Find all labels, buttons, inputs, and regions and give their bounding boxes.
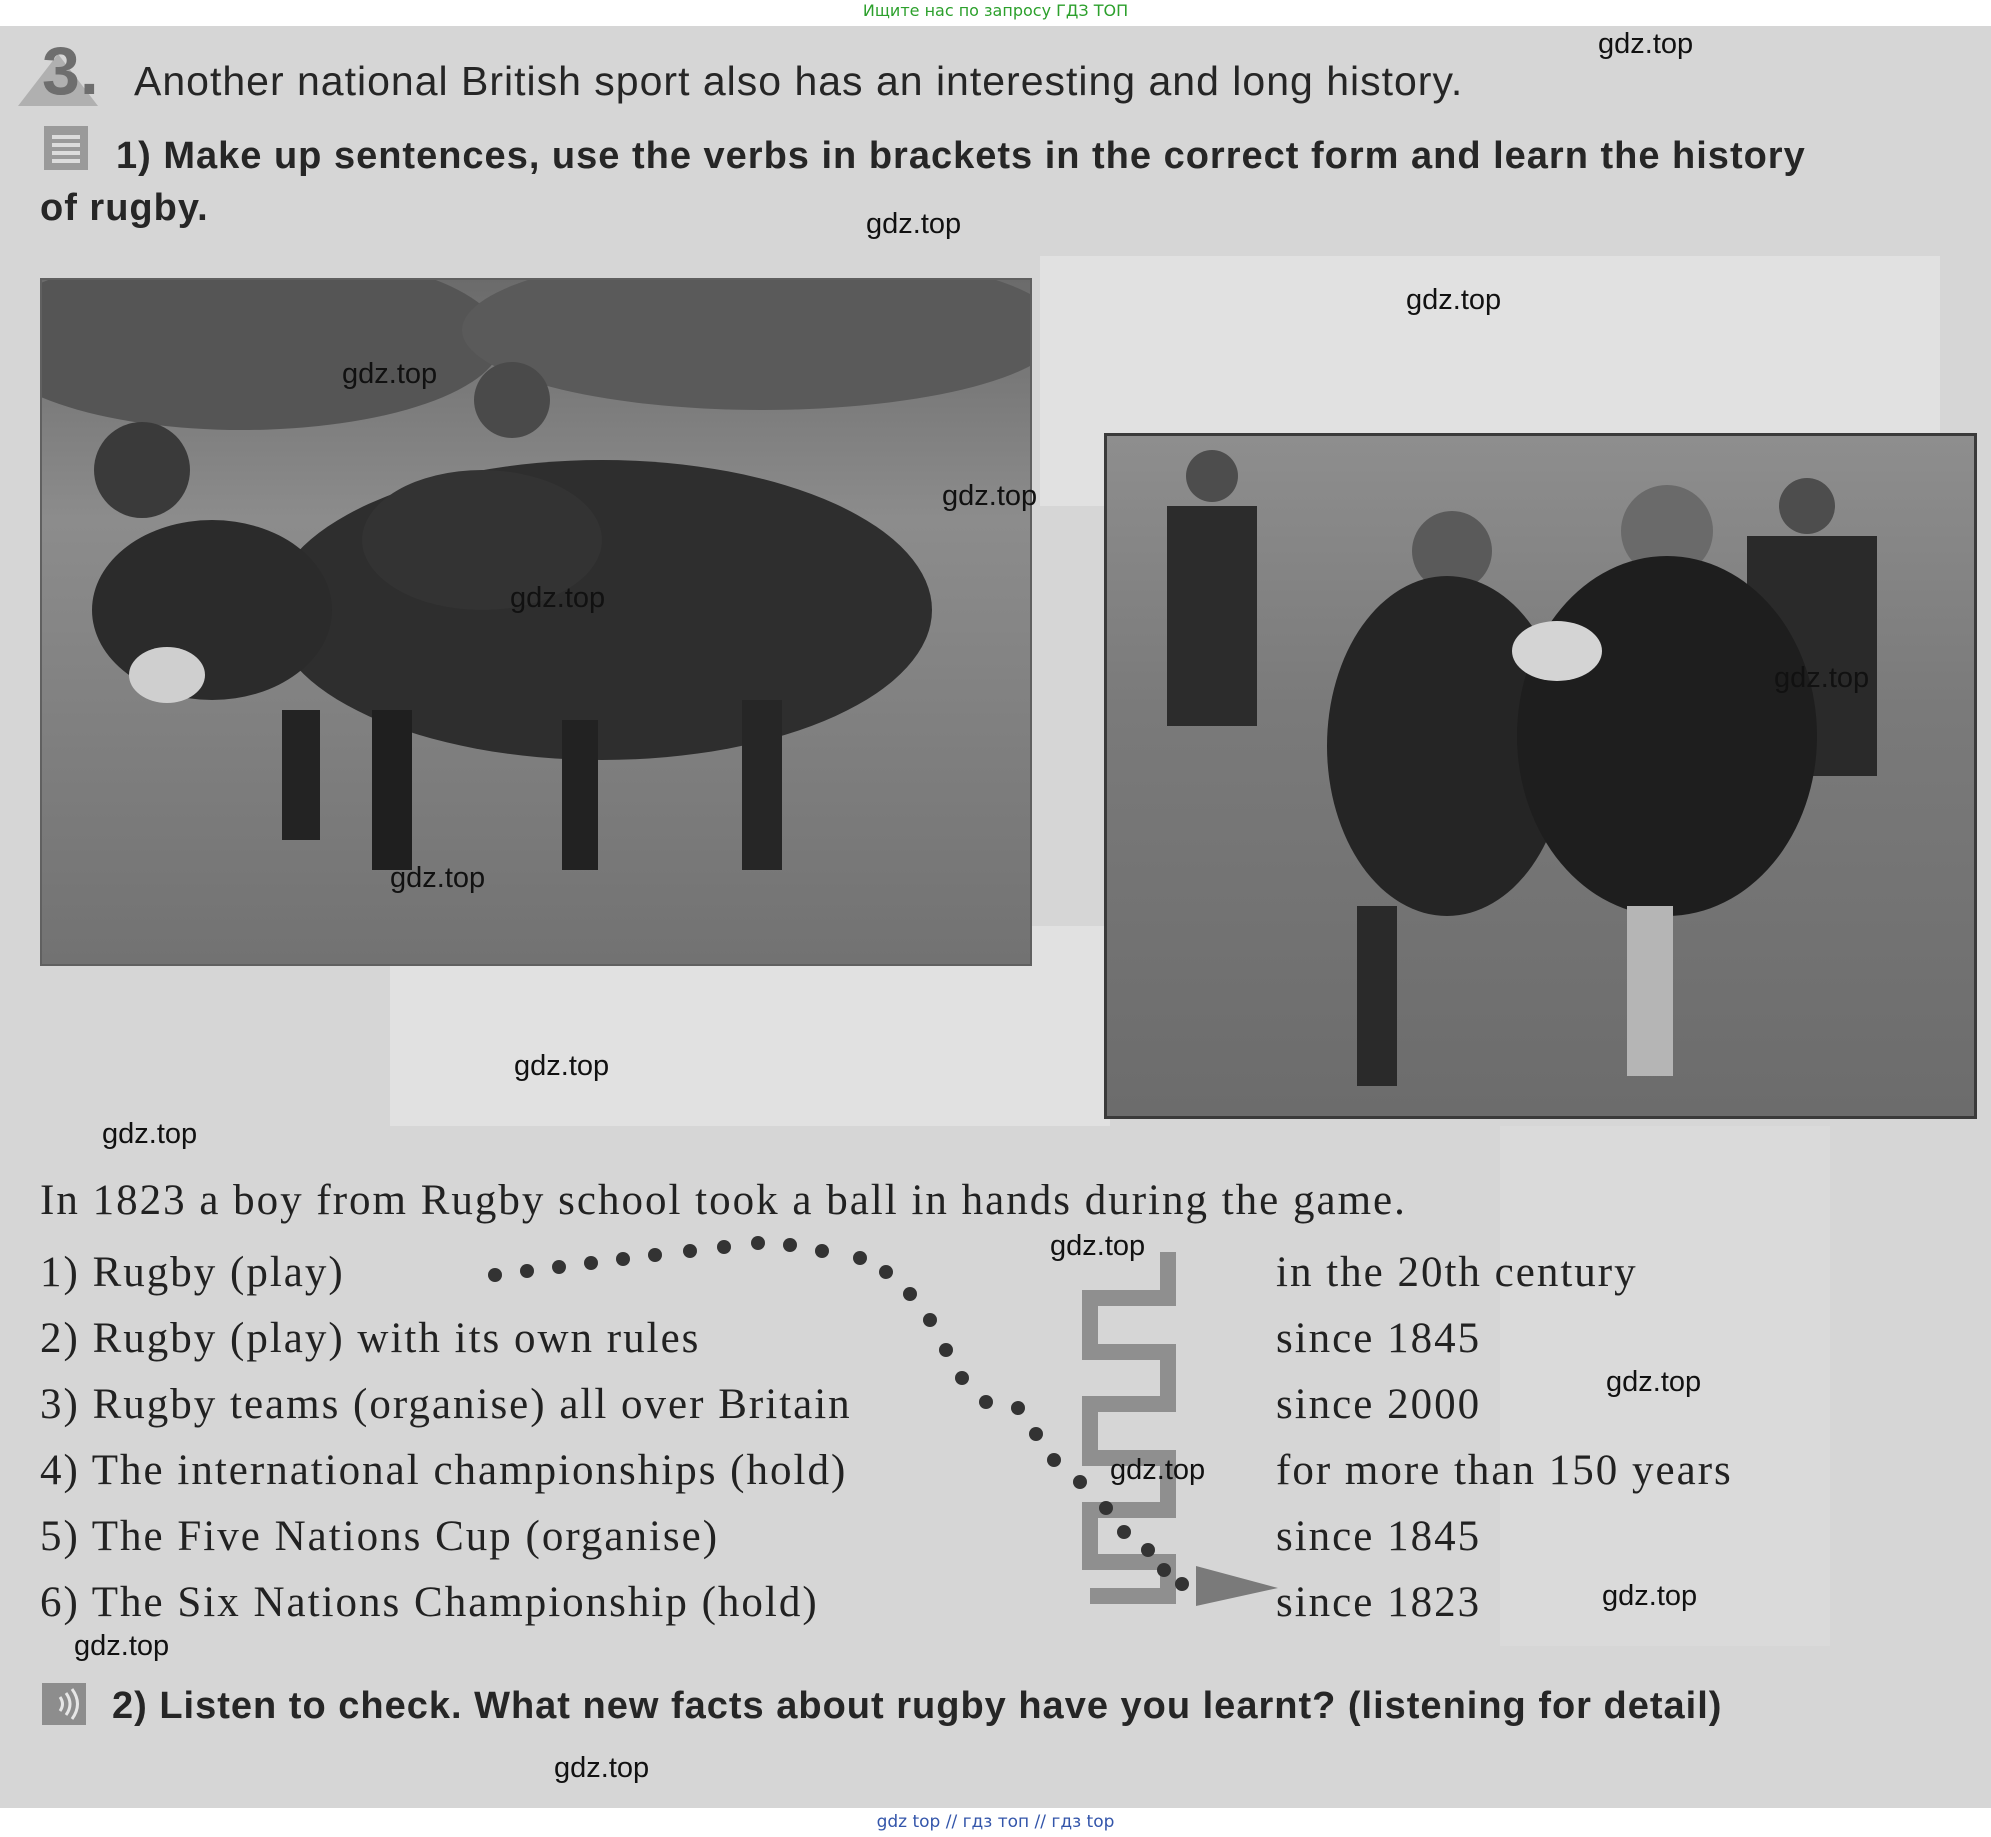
time-expression: since 2000 [1276,1381,1482,1428]
watermark: gdz.top [1606,1366,1702,1398]
watermark: gdz.top [1406,284,1502,316]
time-expression: since 1845 [1276,1513,1482,1560]
bottom-banner[interactable]: gdz top // гдз топ // гдз top [0,1808,1991,1837]
watermark: gdz.top [554,1752,650,1784]
watermark: gdz.top [1774,662,1870,694]
exercise-number-text: 3. [42,33,99,109]
zigzag-icon [1090,1252,1168,1596]
watermark: gdz.top [510,582,606,614]
watermark: gdz.top [390,862,486,894]
watermark: gdz.top [866,208,962,240]
watermark: gdz.top [514,1050,610,1082]
time-expression: since 1845 [1276,1315,1482,1362]
exercise-intro: Another national British sport also has an interesting and long history. [134,58,1464,104]
time-expression: for more than 150 years [1276,1447,1733,1494]
task-2-instruction: 2) Listen to check. What new facts about rugby have you learnt? (listening for detail) [112,1685,1723,1727]
task-1-instruction: 1) Make up sentences, use the verbs in brackets in the correct form and learn the history of rugby. [40,135,1806,229]
watermark: gdz.top [1602,1580,1698,1612]
watermark: gdz.top [102,1118,198,1150]
watermark: gdz.top [74,1630,170,1662]
time-expression: since 1823 [1276,1579,1482,1626]
watermark: gdz.top [342,358,438,390]
watermark: gdz.top [1110,1454,1206,1486]
list-item: 2) Rugby (play) with its own rules [40,1315,701,1362]
time-expression: in the 20th century [1276,1249,1638,1296]
example-sentence: In 1823 a boy from Rugby school took a ball in hands during the game. [40,1177,1407,1224]
list-item: 6) The Six Nations Championship (hold) [40,1579,819,1626]
list-item: 5) The Five Nations Cup (organise) [40,1513,720,1560]
list-item: 4) The international championships (hold) [40,1447,848,1494]
watermark: gdz.top [1050,1230,1146,1262]
list-item: 3) Rugby teams (organise) all over Britain [40,1381,852,1428]
watermark: gdz.top [1598,28,1694,60]
watermark: gdz.top [942,480,1038,512]
list-item: 1) Rugby (play) [40,1249,345,1296]
top-banner[interactable]: Ищите нас по запросу ГДЗ ТОП [0,0,1991,26]
